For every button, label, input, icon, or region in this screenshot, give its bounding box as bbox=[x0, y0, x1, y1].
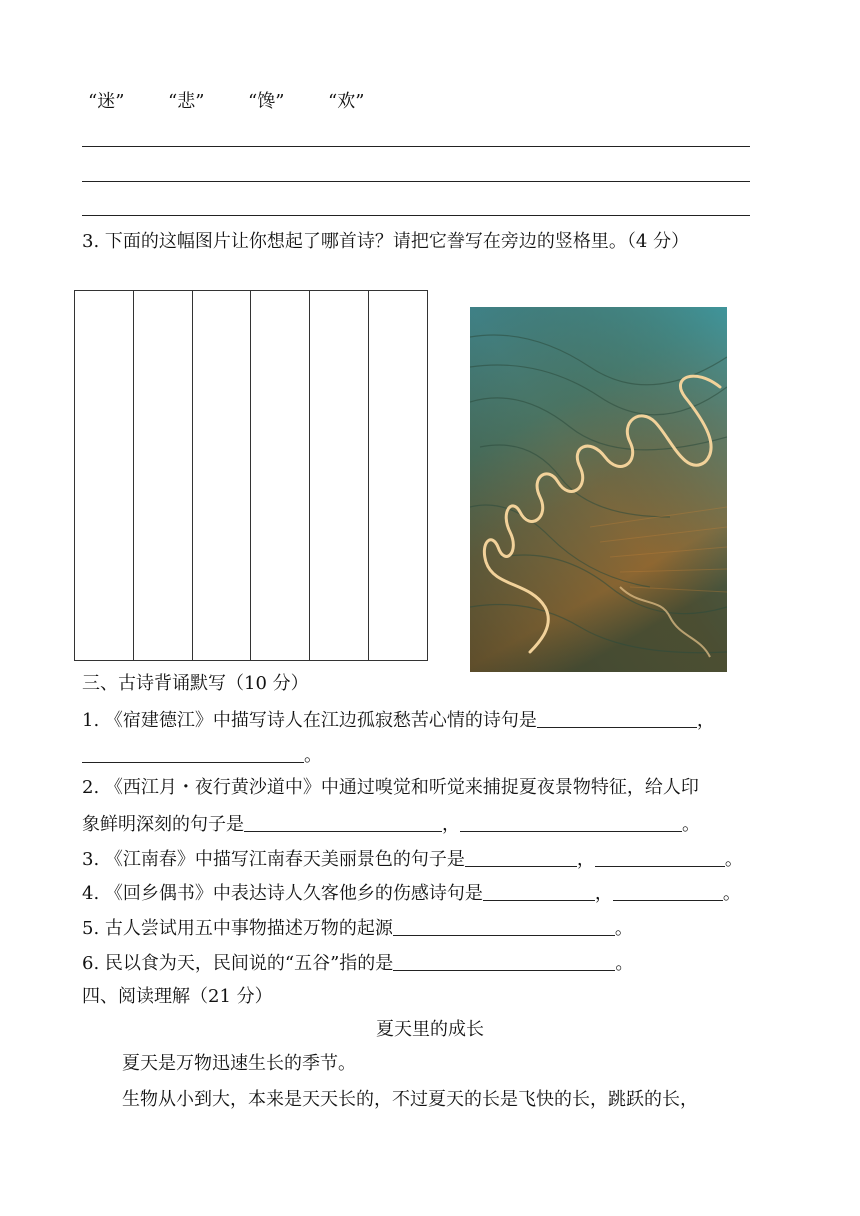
period: 。 bbox=[304, 745, 322, 766]
recitation-item-3 bbox=[82, 846, 743, 872]
answer-blank[interactable] bbox=[460, 811, 682, 832]
grid-column[interactable] bbox=[134, 291, 193, 660]
recitation-item-6 bbox=[82, 950, 633, 976]
period: 。 bbox=[682, 814, 700, 835]
item-text: 1. 《宿建德江》中描写诗人在江边孤寂愁苦心情的诗句是 bbox=[82, 710, 537, 731]
period: 。 bbox=[722, 883, 741, 904]
period: 。 bbox=[614, 918, 633, 939]
grid-column[interactable] bbox=[75, 291, 134, 660]
grid-column[interactable] bbox=[310, 291, 369, 660]
word-huan: “欢” bbox=[328, 91, 365, 112]
grid-column[interactable] bbox=[193, 291, 252, 660]
answer-blank[interactable] bbox=[483, 880, 595, 901]
passage-title: 夏天里的成长 bbox=[376, 1019, 484, 1040]
period: 。 bbox=[615, 953, 634, 974]
answer-blank[interactable] bbox=[393, 950, 615, 971]
comma: ， bbox=[594, 883, 613, 904]
recitation-item-1-line-2 bbox=[82, 742, 322, 768]
item-text: 象鲜明深刻的句子是 bbox=[82, 814, 244, 835]
item-text: 6. 民以食为天，民间说的“五谷”指的是 bbox=[82, 953, 394, 974]
answer-blank[interactable] bbox=[537, 707, 697, 728]
passage-paragraph-1: 夏天是万物迅速生长的季节。 bbox=[122, 1053, 356, 1074]
word-bei: “悲” bbox=[168, 91, 205, 112]
word-mi: “迷” bbox=[88, 91, 125, 112]
answer-blank[interactable] bbox=[613, 880, 723, 901]
answer-blank[interactable] bbox=[393, 915, 615, 936]
grid-column[interactable] bbox=[251, 291, 310, 660]
answer-blank[interactable] bbox=[465, 846, 577, 867]
answer-line-1[interactable] bbox=[82, 146, 750, 147]
passage-paragraph-2: 生物从小到大，本来是天天长的，不过夏天的长是飞快的长，跳跃的长， bbox=[122, 1089, 698, 1110]
recitation-item-4 bbox=[82, 880, 741, 906]
vertical-writing-grid[interactable] bbox=[74, 290, 428, 661]
section-4-heading: 四、阅读理解（21 分） bbox=[82, 986, 273, 1007]
comma: ， bbox=[696, 710, 715, 731]
answer-blank[interactable] bbox=[244, 811, 442, 832]
comma: ， bbox=[576, 849, 595, 870]
answer-blank[interactable] bbox=[82, 742, 304, 763]
item-text: 4. 《回乡偶书》中表达诗人久客他乡的伤感诗句是 bbox=[82, 883, 483, 904]
grid-column[interactable] bbox=[369, 291, 427, 660]
item-text: 5. 古人尝试用五中事物描述万物的起源 bbox=[82, 918, 393, 939]
aerial-river-landscape-image bbox=[470, 307, 727, 672]
recitation-item-2-line-2 bbox=[82, 811, 700, 837]
comma: ， bbox=[442, 814, 460, 835]
question-3: 3. 下面的这幅图片让你想起了哪首诗？请把它誊写在旁边的竖格里。（4 分） bbox=[82, 231, 690, 252]
answer-line-2[interactable] bbox=[82, 181, 750, 182]
word-chan: “馋” bbox=[248, 91, 285, 112]
recitation-item-1 bbox=[82, 707, 715, 733]
section-3-heading: 三、古诗背诵默写（10 分） bbox=[82, 673, 309, 694]
period: 。 bbox=[724, 849, 743, 870]
answer-blank[interactable] bbox=[595, 846, 725, 867]
item-text: 3. 《江南春》中描写江南春天美丽景色的句子是 bbox=[82, 849, 465, 870]
answer-line-3[interactable] bbox=[82, 215, 750, 216]
recitation-item-5 bbox=[82, 915, 633, 941]
recitation-item-2: 2. 《西江月・夜行黄沙道中》中通过嗅觉和听觉来捕捉夏夜景物特征，给人印 bbox=[82, 777, 699, 798]
